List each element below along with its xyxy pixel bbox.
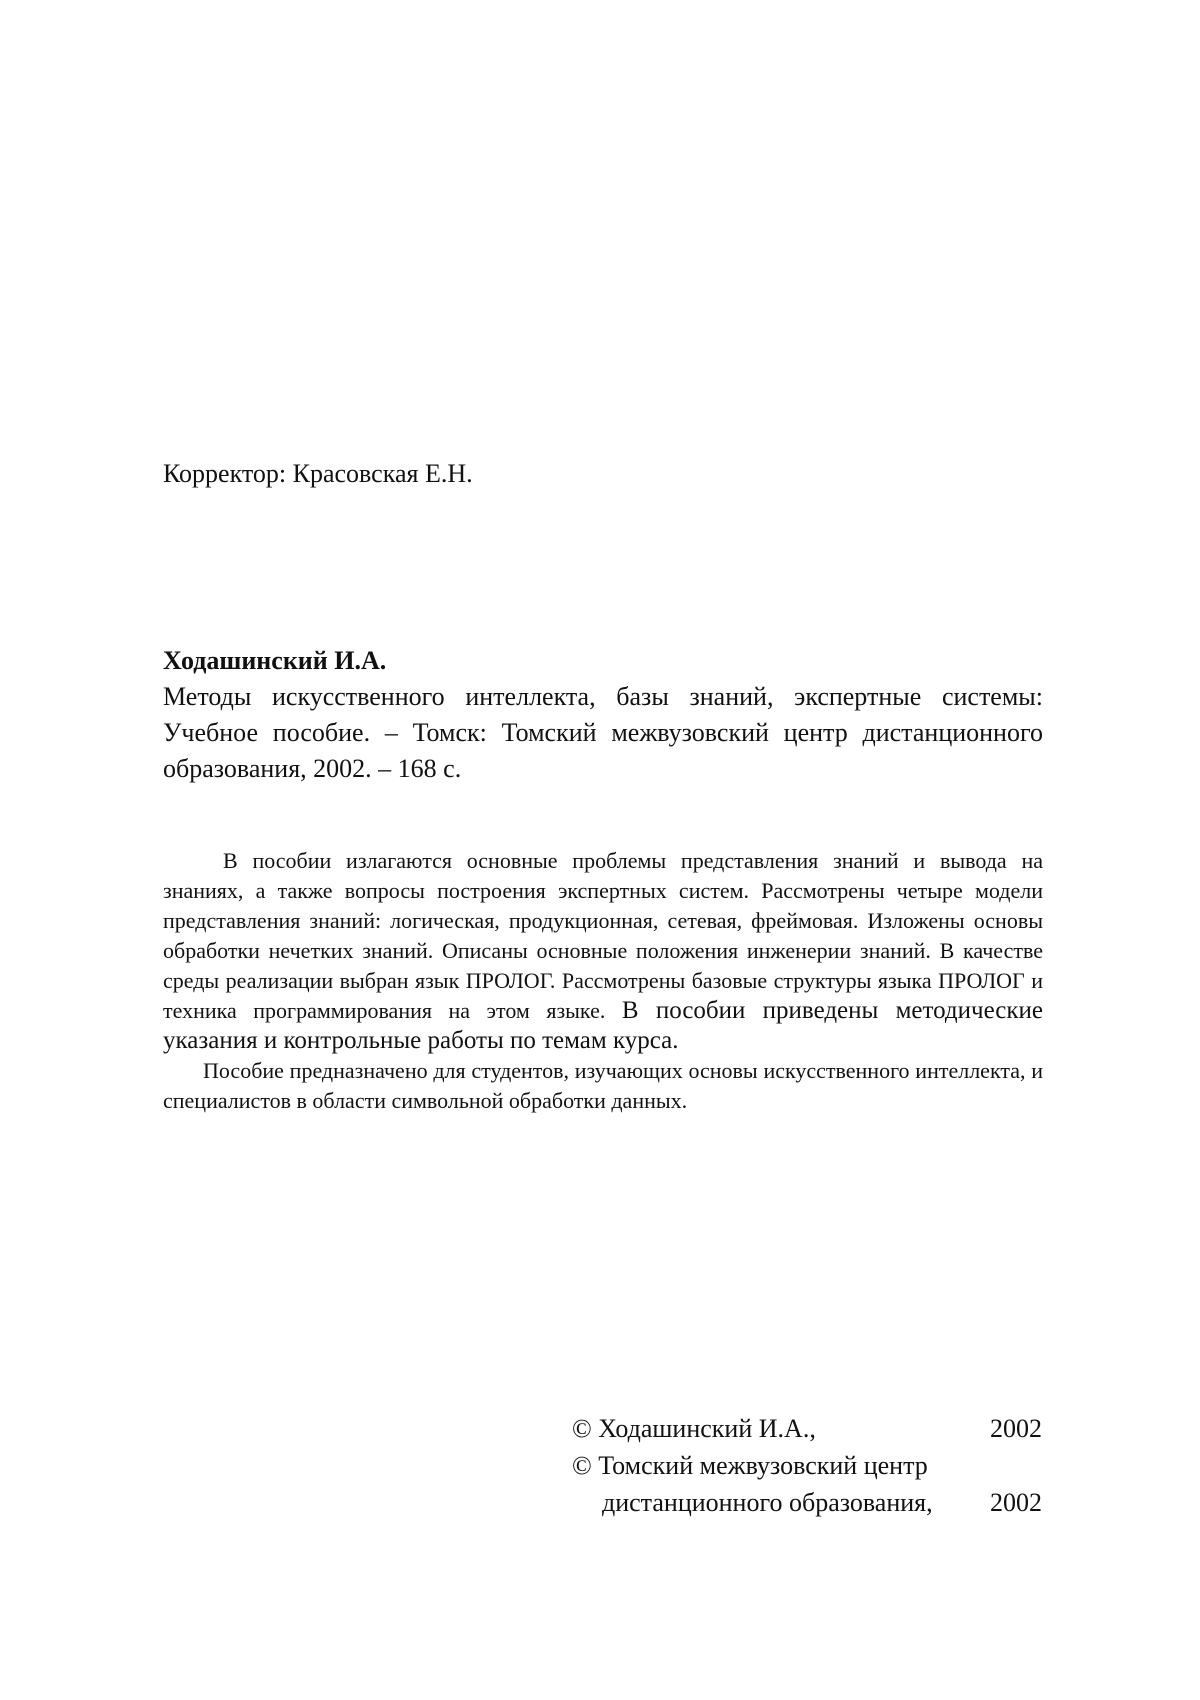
copyright-publisher-line [572,1447,1042,1484]
bibliographic-record [163,643,1043,787]
abstract-paragraph-2: Пособие предназначено для студентов, изучающих основы искусственного интеллекта, и специалистов в области символьной обработки данных. [163,1058,1043,1113]
copyright-publisher-line-2 [572,1484,1042,1521]
copyright-author-line [572,1410,1042,1447]
copyright-author: © Ходашинский И.А., [572,1414,816,1443]
abstract-paragraph-1 [163,846,1043,1056]
copyright-publisher-year: 2002 [990,1488,1042,1517]
author-name: Ходашинский И.А. [163,646,387,675]
bibliographic-description: Методы искусственного интеллекта, базы знаний, экспертные системы: Учебное пособие. – Томск: Томский межвузовский центр дистанционного образования, 2002. – 168 с. [163,682,1043,783]
copyright-publisher-cont: дистанционного образования, [602,1488,933,1517]
copyright-block [572,1410,1042,1521]
abstract-paragraph-1-methodical: В пособии приведены методические указания и контрольные работы по темам курса. [163,997,1044,1054]
abstract [163,846,1043,1116]
copyright-publisher: © Томский межвузовский центр [572,1451,928,1480]
copyright-author-year: 2002 [990,1414,1042,1443]
corrector-line: Корректор: Красовская Е.Н. [163,459,473,488]
abstract-paragraph-1-text: В пособии излагаются основные проблемы представления знаний и вывода на знаниях, а также вопросы построения экспертных систем. Рассмотрены четыре модели представления знаний: логическая, продукционная, сетевая, фреймовая. Изложены основы обработки нечетких знаний. Описаны основные положения инженерии знаний. В качестве среды реализации выбран язык ПРОЛОГ. Рассмотрены базовые структуры языка ПРОЛОГ и техника программирования на этом языке. [163,848,1043,1023]
